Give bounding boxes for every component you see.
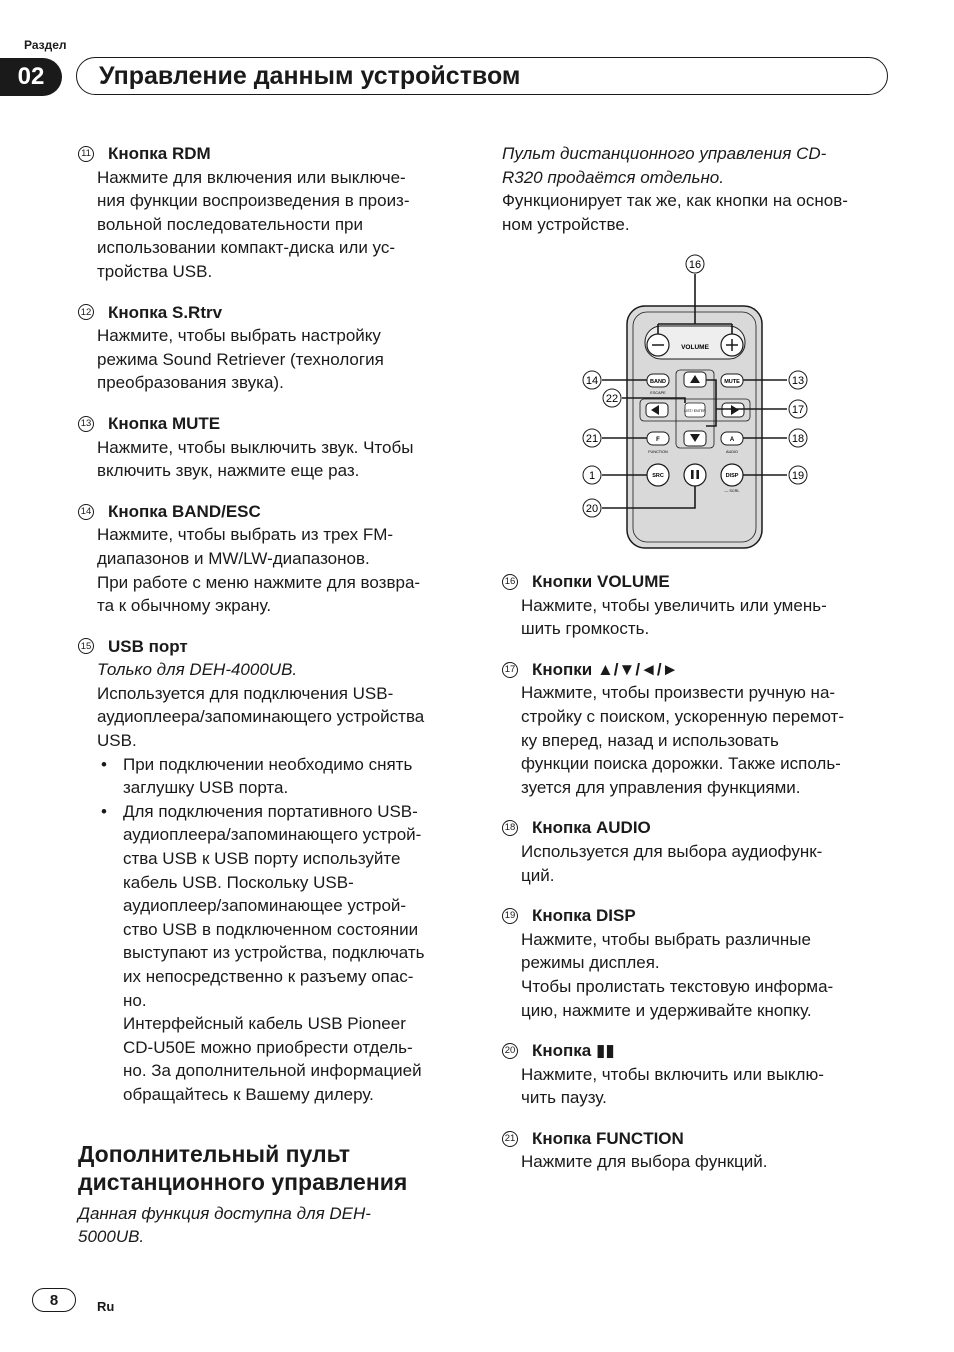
band-label: BAND [650, 379, 666, 385]
function-label: FUNCTION [648, 450, 668, 454]
callout-21: 21 [585, 433, 599, 445]
text-line: выступают из устройства, подключать [123, 943, 425, 963]
text-line: но. За дополнительной информацией [123, 1061, 422, 1081]
item-title: Кнопка FUNCTION [532, 1128, 684, 1148]
text-line: аудиоплеера/запоминающего устройства [97, 707, 425, 727]
volume-label: VOLUME [681, 344, 709, 351]
text-line: При работе с меню нажмите для возвра- [97, 572, 421, 592]
callout-19: 19 [791, 470, 805, 482]
language-code: Ru [97, 1299, 115, 1314]
text-line: ций. [521, 865, 555, 885]
heading-line: дистанционного управления [78, 1168, 408, 1195]
text-line: Используется для подключения USB- [97, 683, 394, 703]
text-line: Нажмите для выбора функций. [521, 1152, 768, 1172]
text-line: обращайтесь к Вашему дилеру. [123, 1084, 374, 1104]
item-number: 13 [78, 416, 94, 432]
item-arrows [502, 658, 897, 800]
text-line: • Для подключения портативного USB- [123, 801, 418, 821]
text-line: ния функции воспроизведения в произ- [97, 191, 410, 211]
callout-17: 17 [791, 404, 805, 416]
text-line: Нажмите, чтобы произвести ручную на- [521, 683, 836, 703]
src-label: SRC [652, 473, 664, 479]
item-number: 19 [502, 908, 518, 924]
item-number: 14 [78, 504, 94, 520]
item-title: Кнопка RDM [108, 144, 211, 163]
text-line: Нажмите, чтобы выбрать из трех FM- [97, 525, 394, 545]
callout-14: 14 [585, 375, 599, 387]
item-number: 18 [502, 820, 518, 836]
text-line: Чтобы пролистать текстовую информа- [521, 976, 834, 996]
page-title-box [76, 57, 888, 95]
page-number: 8 [49, 1291, 59, 1309]
text-line: использовании компакт-диска или ус- [97, 238, 396, 258]
text-line: Нажмите, чтобы увеличить или умень- [521, 595, 827, 615]
bullet-item [97, 800, 468, 1107]
text-line: ства USB к USB порту используйте [123, 849, 401, 869]
item-number: 15 [78, 638, 94, 654]
text-line: диапазонов и MW/LW-диапазонов. [97, 548, 370, 568]
text-line: Функционирует так же, как кнопки на основ- [502, 191, 848, 211]
item-title: Кнопки ▲/▼/◄/► [532, 659, 679, 679]
item-number: 12 [78, 304, 94, 320]
right-items [502, 570, 897, 1191]
callout-16: 16 [688, 259, 702, 271]
text-line: 5000UB. [78, 1227, 145, 1247]
text-line: та к обычному экрану. [97, 596, 272, 616]
callout-18: 18 [791, 433, 805, 445]
text-line: Данная функция доступна для DEH- [78, 1203, 371, 1223]
pause-button [684, 464, 706, 486]
item-title: Кнопки VOLUME [532, 572, 670, 591]
section-note [78, 1202, 468, 1249]
usb-note: Только для DEH-4000UB. [97, 660, 298, 680]
item-title: USB порт [108, 636, 188, 656]
text-line: тройства USB. [97, 261, 213, 281]
escape-label: ESCAPE [650, 391, 666, 395]
text-line: Нажмите, чтобы включить или выклю- [521, 1064, 824, 1084]
text-line: их непосредственно к разъему опас- [123, 967, 414, 986]
item-title: Кнопка DISP [532, 906, 636, 926]
left-column [78, 142, 468, 1249]
callout-22: 22 [605, 393, 619, 405]
text-line: USB. [97, 731, 137, 751]
text-line: заглушку USB порта. [123, 778, 289, 798]
item-volume [502, 570, 897, 641]
text-line: цию, нажмите и удерживайте кнопку. [521, 1000, 812, 1020]
item-number: 16 [502, 574, 518, 590]
text-line: Нажмите, чтобы выбрать различные [521, 929, 811, 949]
bullet-item [97, 753, 468, 800]
heading-line: Дополнительный пульт [78, 1140, 350, 1167]
text-line: • При подключении необходимо снять [123, 754, 413, 774]
item-number: 17 [502, 662, 518, 678]
callout-1: 1 [588, 470, 596, 482]
text-line: аудиоплеер/запоминающее устрой- [123, 896, 407, 916]
item-number: 20 [502, 1043, 518, 1059]
text-line: стройку с поиском, ускоренную перемот- [521, 706, 844, 726]
text-line: CD-U50E можно приобрести отдель- [123, 1037, 413, 1057]
page-title: Управление данным устройством [99, 61, 521, 90]
section-number: 02 [17, 63, 45, 90]
text-line: аудиоплеера/запоминающего устрой- [123, 825, 422, 845]
usb-bullet-list [78, 753, 468, 1107]
audio-label: AUDIO [725, 450, 739, 454]
text-line: режима Sound Retriever (технология [97, 349, 384, 369]
text-line: ном устройстве. [502, 214, 630, 234]
item-usb-port [78, 635, 468, 1107]
disp-label: DISP [725, 473, 739, 479]
scrl-label: — SCRL [724, 489, 740, 493]
item-title: Кнопка AUDIO [532, 818, 651, 838]
section-heading [78, 1140, 468, 1196]
item-title: Кнопка MUTE [108, 413, 221, 433]
text-line: ку вперед, назад и использовать [521, 730, 779, 750]
text-line: Нажмите, чтобы выбрать настройку [97, 326, 381, 346]
text-line: кабель USB. Поскольку USB- [123, 872, 354, 892]
item-title: Кнопка BAND/ESC [108, 501, 261, 521]
remote-intro [502, 142, 897, 236]
right-column [502, 142, 897, 236]
item-number: 21 [502, 1131, 518, 1147]
text-line: вольной последовательности при [97, 214, 363, 234]
item-number: 11 [78, 146, 94, 162]
item-title: Кнопка ▮▮ [532, 1041, 615, 1061]
item-srtrv [78, 301, 468, 395]
item-audio [502, 816, 897, 887]
list-enter-label: LIST/ ENTER [684, 409, 706, 413]
section-number-tab [0, 58, 62, 96]
item-title: Кнопка S.Rtrv [108, 302, 223, 322]
text-line: чить паузу. [521, 1088, 607, 1108]
item-pause [502, 1039, 897, 1110]
text-line: преобразования звука). [97, 373, 284, 393]
pause-icon [696, 470, 699, 479]
text-line: функции поиска дорожки. Также исполь- [521, 754, 841, 774]
text-line: R320 продаётся отдельно. [502, 167, 724, 187]
item-mute [78, 412, 468, 483]
text-line: но. [123, 990, 147, 1010]
text-line: Нажмите для включения или выключе- [97, 167, 406, 187]
section-label: Раздел [24, 38, 67, 52]
page-number-badge [32, 1288, 76, 1312]
text-line: включить звук, нажмите еще раз. [97, 461, 360, 481]
callout-20: 20 [585, 503, 599, 515]
mute-label: MUTE [724, 379, 740, 385]
remote-control-diagram [570, 248, 820, 553]
callout-13: 13 [791, 375, 805, 387]
item-function [502, 1127, 897, 1174]
text-line: режимы дисплея. [521, 953, 660, 973]
item-band-esc [78, 500, 468, 618]
text-line: ство USB в подключенном состоянии [123, 919, 419, 939]
a-label: A [729, 437, 735, 443]
f-label: F [656, 437, 660, 443]
text-line: Используется для выбора аудиофунк- [521, 841, 823, 861]
pause-icon [691, 470, 694, 479]
text-line: Интерфейсный кабель USB Pioneer [123, 1014, 406, 1034]
text-line: зуется для управления функциями. [521, 777, 801, 797]
item-rdm [78, 142, 468, 284]
text-line: шить громкость. [521, 619, 650, 639]
text-line: Нажмите, чтобы выключить звук. Чтобы [97, 437, 414, 457]
text-line: Пульт дистанционного управления CD- [502, 144, 827, 163]
item-disp [502, 904, 897, 1022]
